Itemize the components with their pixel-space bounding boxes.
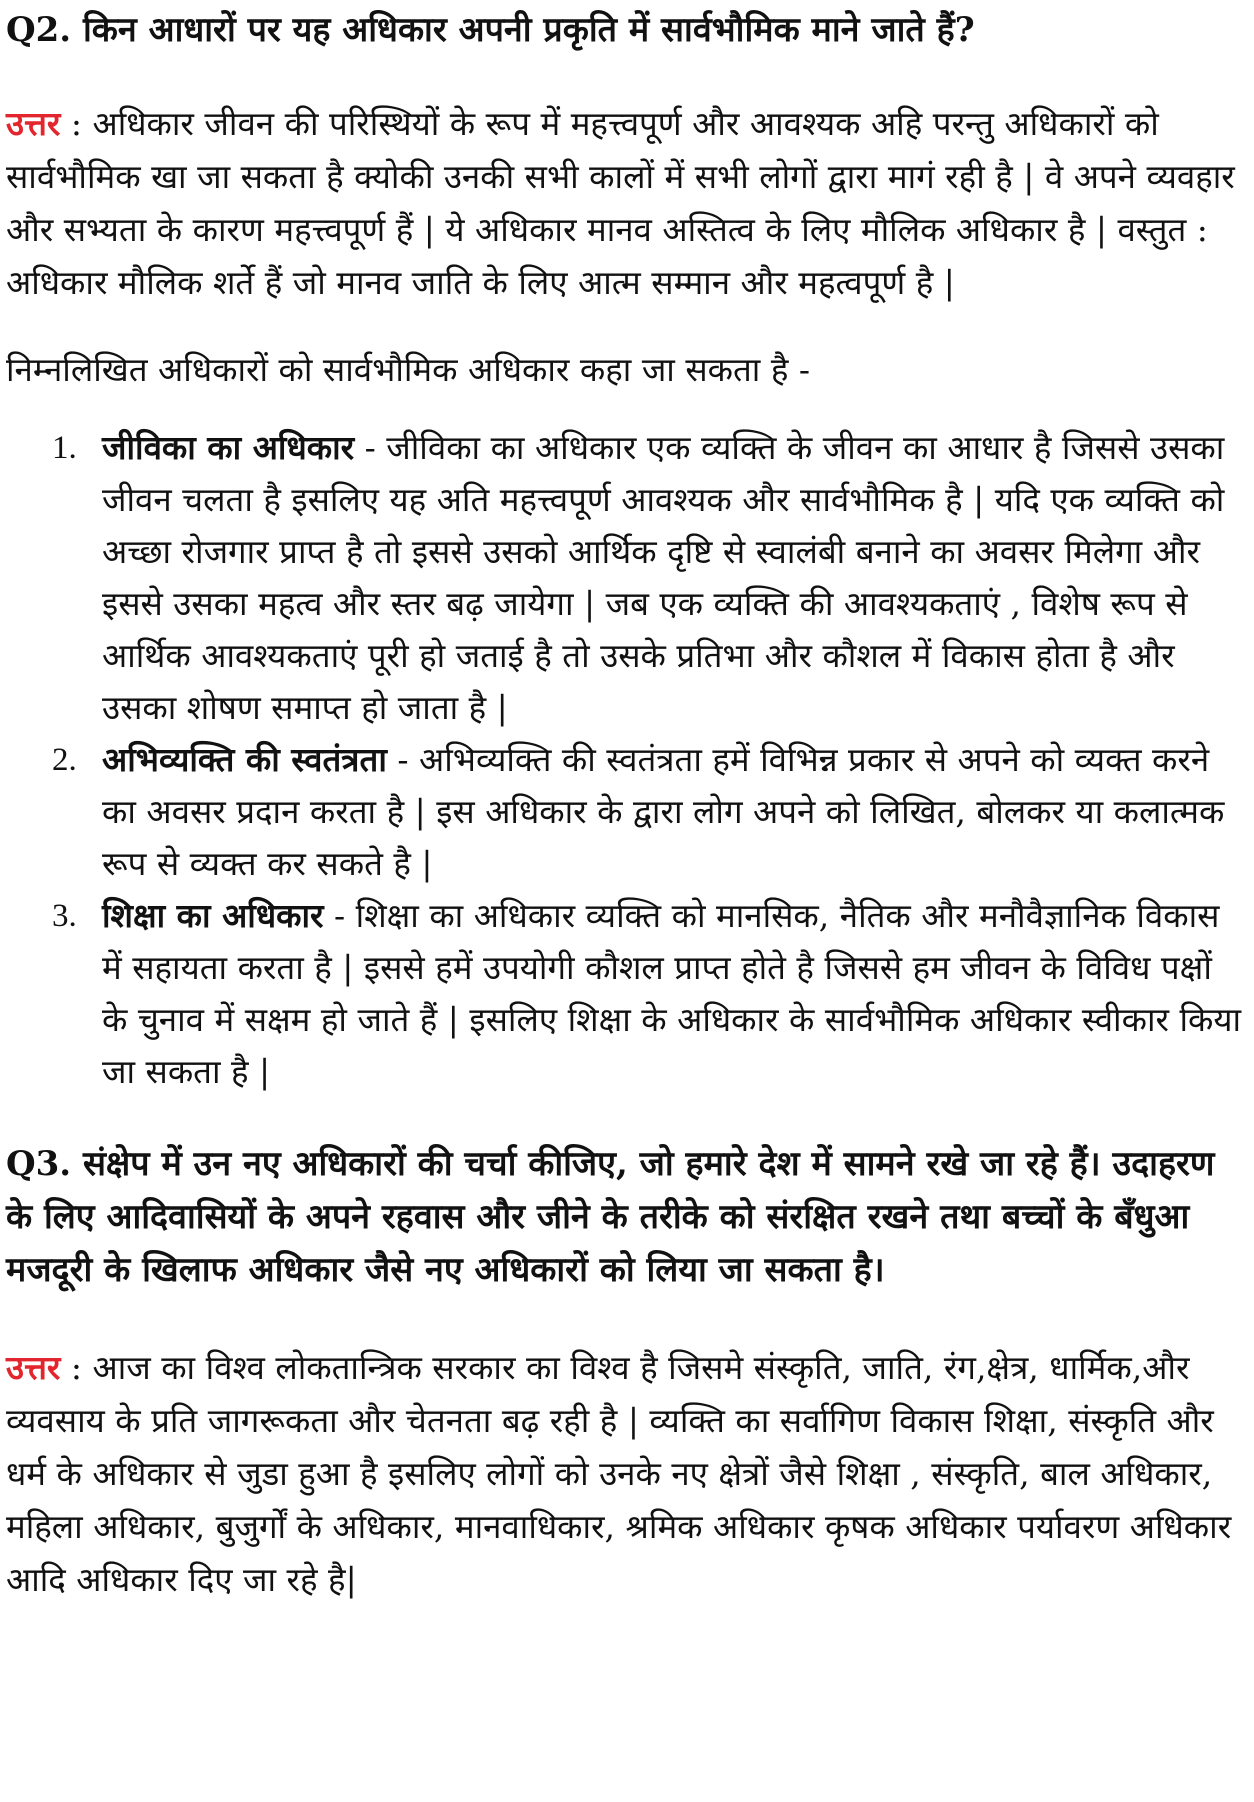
list-item	[6, 734, 1246, 890]
spacer	[6, 1098, 1246, 1138]
spacer	[6, 1297, 1246, 1341]
list-item-number: 3.	[52, 898, 77, 934]
list-item-text: - अभिव्यक्ति की स्वतंत्रता हमें विभिन्न प्रकार से अपने को व्यक्त करने का अवसर प्रदान करता है | इस अधिकार के द्वारा लोग अपने को लिखित, बोलकर या कलात्मक रूप से व्यक्त कर सकते है |	[102, 740, 1225, 883]
q3-answer-text: : आज का विश्व लोकतान्त्रिक सरकार का विश्व है जिसमे संस्कृति, जाति, रंग,क्षेत्र, धार्मिक,और व्यवसाय के प्रति जागरूकता और चेतनता बढ़ रही है | व्यक्ति का सर्वागिण विकास शिक्षा, संस्कृति और धर्म के अधिकार से जुडा हुआ है इसलिए लोगों को उनके नए क्षेत्रों जैसे शिक्षा , संस्कृति, बाल अधिकार, महिला अधिकार, बुजुर्गों के अधिकार, मानवाधिकार, श्रमिक अधिकार कृषक अधिकार पर्यावरण अधिकार आदि अधिकार दिए जा रहे है|	[6, 1348, 1232, 1599]
list-item-title: अभिव्यक्ति की स्वतंत्रता	[102, 740, 387, 779]
spacer	[6, 309, 1246, 343]
q2-answer-label: उत्तर	[6, 104, 61, 143]
list-item	[6, 890, 1246, 1098]
q2-answer-text: : अधिकार जीवन की परिस्थियों के रूप में महत्त्वपूर्ण और आवश्यक अहि परन्तु अधिकारों को सार्वभौमिक खा जा सकता है क्योकी उनकी सभी कालों में सभी लोगों द्वारा मागं रही है | वे अपने व्यवहार और सभ्यता के कारण महत्त्वपूर्ण हैं | ये अधिकार मानव अस्तित्व के लिए मौलिक अधिकार है | वस्तुत : अधिकार मौलिक शर्ते हैं जो मानव जाति के लिए आत्म सम्मान और महत्वपूर्ण है |	[6, 104, 1235, 302]
q2-answer	[6, 97, 1246, 309]
q2-question: Q2. किन आधारों पर यह अधिकार अपनी प्रकृति में सार्वभौमिक माने जाते हैं?	[6, 10, 975, 50]
list-item-title: शिक्षा का अधिकार	[102, 896, 324, 935]
list-item-text: - शिक्षा का अधिकार व्यक्ति को मानसिक, नैतिक और मनौवैज्ञानिक विकास में सहायता करता है | इससे हमें उपयोगी कौशल प्राप्त होते है जिससे हम जीवन के विविध पक्षों के चुनाव में सक्षम हो जाते हैं | इसलिए शिक्षा के अधिकार के सार्वभौमिक अधिकार स्वीकार किया जा सकता है |	[102, 896, 1242, 1091]
q3-answer	[6, 1341, 1246, 1606]
rights-list	[6, 422, 1246, 1098]
list-item-text: - जीविका का अधिकार एक व्यक्ति के जीवन का आधार है जिससे उसका जीवन चलता है इसलिए यह अति महत्त्वपूर्ण आवश्यक और सार्वभौमिक है | यदि एक व्यक्ति को अच्छा रोजगार प्राप्त है तो इससे उसको आर्थिक दृष्टि से स्वालंबी बनाने का अवसर मिलेगा और इससे उसका महत्व और स्तर बढ़ जायेगा | जब एक व्यक्ति की आवश्यकताएं , विशेष रूप से आर्थिक आवश्यकताएं पूरी हो जताई है तो उसके प्रतिभा और कौशल में विकास होता है और उसका शोषण समाप्त हो जाता है |	[102, 428, 1225, 727]
q3-question: Q3. संक्षेप में उन नए अधिकारों की चर्चा कीजिए, जो हमारे देश में सामने रखे जा रहे हैं। उदाहरण के लिए आदिवासियों के अपने रहवास और जीने के तरीके को संरक्षित रखने तथा बच्चों के बँधुआ मजदूरी के खिलाफ अधिकार जैसे नए अधिकारों को लिया जा सकता है।	[6, 1144, 1215, 1290]
q3-answer-label: उत्तर	[6, 1348, 61, 1387]
list-item-number: 1.	[52, 430, 77, 466]
list-item	[6, 422, 1246, 734]
spacer	[6, 57, 1246, 97]
q2-list-intro: निम्नलिखित अधिकारों को सार्वभौमिक अधिकार कहा जा सकता है -	[6, 350, 811, 389]
list-item-number: 2.	[52, 742, 77, 778]
list-item-title: जीविका का अधिकार	[102, 428, 355, 467]
